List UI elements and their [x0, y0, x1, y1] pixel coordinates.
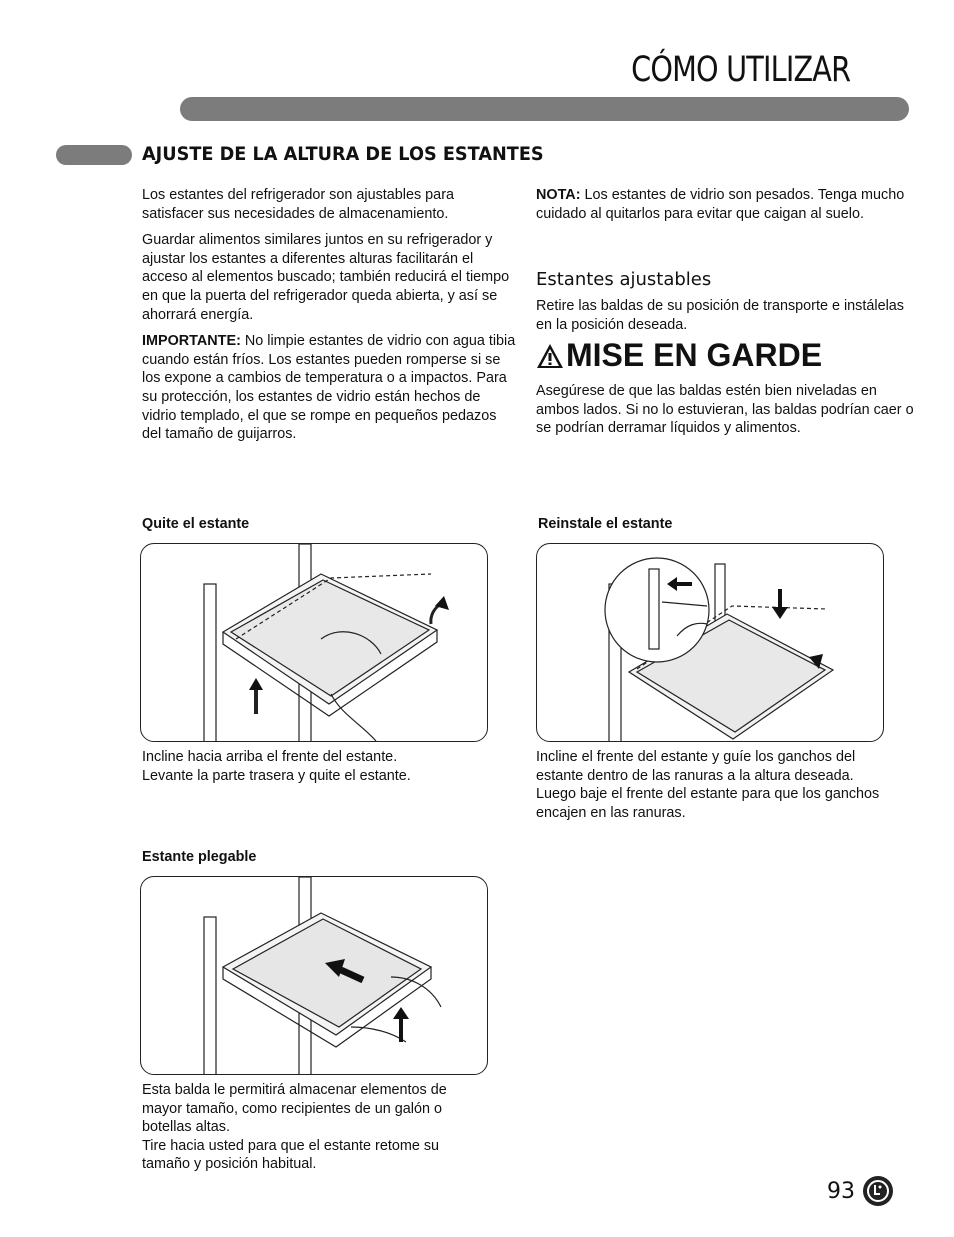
adjustable-text: Retire las baldas de su posición de transporte e instálelas en la posición deseada.: [536, 298, 904, 333]
important-label: IMPORTANTE:: [142, 333, 241, 350]
reinstall-shelf-label: Reinstale el estante: [538, 516, 673, 532]
remove-shelf-drawing: [141, 544, 487, 741]
folding-shelf-illustration: [140, 876, 488, 1075]
adjustable-heading: Estantes ajustables: [536, 269, 712, 290]
remove-shelf-label: Quite el estante: [142, 516, 250, 532]
lg-logo-icon: [863, 1176, 893, 1206]
remove-caption-line1: Incline hacia arriba el frente del estante.: [142, 749, 398, 765]
folding-shelf-drawing: [141, 877, 487, 1074]
page-title: CÓMO UTILIZAR: [630, 50, 850, 90]
remove-caption: [142, 748, 487, 785]
remove-caption-line2: Levante la parte trasera y quite el estante.: [142, 767, 411, 784]
reinstall-caption: Incline el frente del estante y guíe los ganchos del estante dentro de las ranuras a la altura deseada. Luego baje el frente del estante para que los ganchos encajen en las ranuras.: [536, 749, 880, 821]
page-number: 93: [827, 1178, 855, 1204]
note-label: NOTA:: [536, 187, 581, 203]
section-heading: AJUSTE DE LA ALTURA DE LOS ESTANTES: [142, 143, 544, 165]
folding-shelf-label: Estante plegable: [142, 849, 257, 865]
reinstall-shelf-drawing: [537, 544, 883, 741]
note-block: [536, 186, 911, 231]
folding-caption-line2: Tire hacia usted para que el estante retome su tamaño y posición habitual.: [142, 1137, 440, 1173]
folding-caption-line1: Esta balda le permitirá almacenar elementos de mayor tamaño, como recipientes de un galón o botellas altas.: [142, 1082, 447, 1136]
title-bar: [180, 97, 909, 121]
warning-icon: [536, 343, 564, 369]
warning-title: MISE EN GARDE: [566, 337, 823, 373]
warning-title-row: [536, 337, 822, 374]
lg-logo-mark: [866, 1179, 890, 1203]
note-paragraph: [536, 186, 911, 223]
important-paragraph: [142, 332, 517, 444]
warning-text: Asegúrese de que las baldas estén bien niveladas en ambos lados. Si no lo estuvieran, las baldas podrían caer o se podrían derramar líquidos y alimentos.: [536, 383, 914, 437]
intro-paragraph: Los estantes del refrigerador son ajustables para satisfacer sus necesidades de almacenamiento.: [142, 187, 454, 222]
important-text: No limpie estantes de vidrio con agua tibia cuando están fríos. Los estantes pueden romperse si se los expone a cambios de temperatura o a impactos. Para su protección, los estantes de vidrio están hechos de vidrio templado, el que se rompe en pequeños pedazos del tamaño de guijarros.: [142, 333, 516, 443]
page-footer: [827, 1176, 893, 1206]
note-text: Los estantes de vidrio son pesados. Tenga mucho cuidado al quitarlos para evitar que caigan al suelo.: [536, 187, 905, 222]
remove-shelf-illustration: [140, 543, 488, 742]
storage-paragraph: Guardar alimentos similares juntos en su refrigerador y ajustar los estantes a diferentes alturas facilitarán el acceso al elementos buscado; también reducirá el tiempo en que la puerta del refrigerador queda abierta, y así se ahorrará energía.: [142, 232, 510, 323]
section-pill: [56, 145, 132, 165]
left-column: [142, 186, 517, 452]
folding-caption: [142, 1081, 487, 1174]
reinstall-shelf-illustration: [536, 543, 884, 742]
